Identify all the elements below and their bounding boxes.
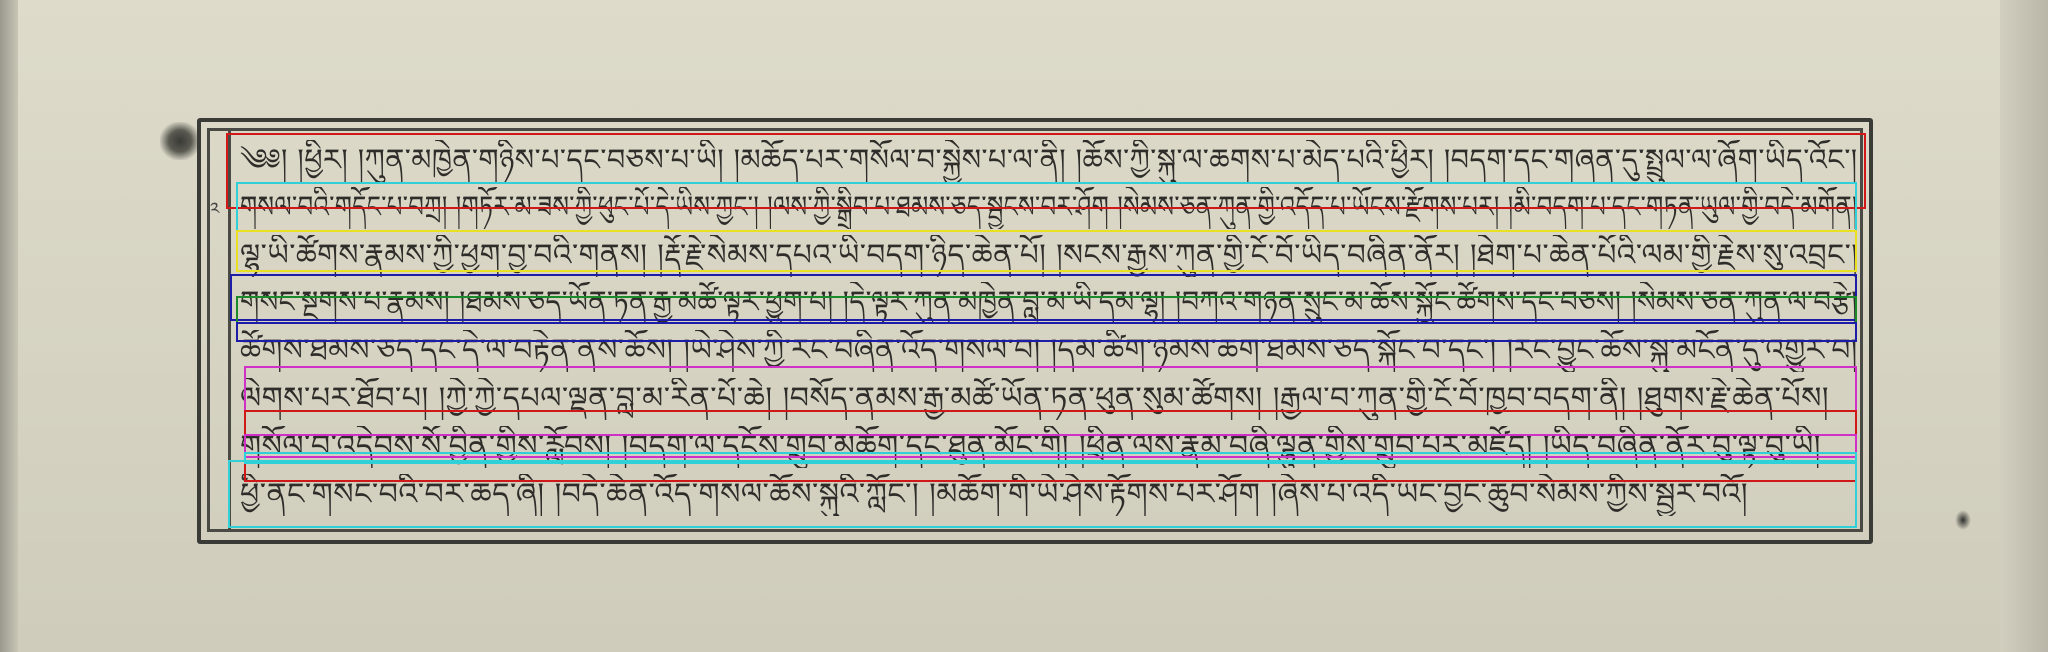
annotation-box-cyan-3 xyxy=(228,460,1857,528)
text-line-1-content: ༄༅། །ཕྱིར། །ཀུན་མཁྱེན་གཉིས་པ་དང་བཅས་པ་ཡི། །མཆོད་པར་གསོལ་བ་སྐྱེས་པ་ལ་ནི། །ཆོས་ཀྱི་སྐུ་ལ་ཆགས་པ་མེད་པའི་ཕྱིར། །བདག་དང་གཞན་དུ་སྤྲུལ་ལ་ཞོག་ཡིད་འོང་། xyxy=(240,143,1858,178)
folio-right-edge xyxy=(2000,0,2048,652)
text-line-6-content: ལེགས་པར་ཐོབ་པ། །ཀྱེ་ཀྱེ་དཔལ་ལྡན་བླ་མ་རིན་པོ་ཆེ། །བསོད་ནམས་རྒྱ་མཚོ་ཡོན་ཏན་ཕུན་སུམ་ཚོགས། །རྒྱལ་བ་ཀུན་གྱི་ངོ་བོ་ཁྱབ་བདག་ནི། །ཐུགས་རྗེ་ཆེན་པོས། xyxy=(240,381,1830,416)
annotation-box-yellow xyxy=(236,230,1857,272)
annotation-box-green xyxy=(236,296,1857,324)
text-line-2-content: གསལ་བའི་གདོང་པ་བཀྲ། །གཏོར་མ་ཟས་ཀྱི་ཕུང་པོ་དེ་ཡིས་ཀྱང་། །ལས་ཀྱི་སྒྲིབ་པ་ཐམས་ཅད་སྦྱངས་བར་ཤོག །སེམས་ཅན་ཀུན་གྱི་འདོད་པ་ཡོངས་རྫོགས་པར། །མི་བདག་པ་དང་གཏན་ཡུལ་གྱི་བདེ་མགོན། xyxy=(240,190,1858,225)
annotation-box-blue-2 xyxy=(236,322,1857,342)
folio-left-edge xyxy=(0,0,18,652)
annotation-box-magenta-1 xyxy=(244,366,1857,412)
margin-page-number: ༢ xyxy=(210,199,220,220)
ink-spot xyxy=(1955,510,1971,530)
ink-smudge xyxy=(160,122,200,160)
annotation-box-cyan-1 xyxy=(236,182,1857,232)
text-line-7-content: གསོལ་བ་འདེབས་སོ་བྱིན་གྱིས་རློབས། །བདག་ལ་དངོས་གྲུབ་མཆོག་དང་ཐུན་མོང་གི། །ཕྲིན་ལས་རྣམ་བཞི་ལྷུན་གྱིས་གྲུབ་པར་མཛོད། །ཡིད་བཞིན་ནོར་བུ་ལྟ་བུ་ཡི། xyxy=(240,429,1821,464)
text-line-3-content: ལྷ་ཡི་ཚོགས་རྣམས་ཀྱི་ཕྱག་བྱ་བའི་གནས། །རྡོ་རྗེ་སེམས་དཔའ་ཡི་བདག་ཉིད་ཆེན་པོ། །སངས་རྒྱས་ཀུན་གྱི་ངོ་བོ་ཡིད་བཞིན་ནོར། །ཐེག་པ་ཆེན་པོའི་ལམ་གྱི་རྗེས་སུ་འབྲང་། xyxy=(240,238,1858,273)
text-line-4-content: གསང་སྔགས་པ་རྣམས། །ཐམས་ཅད་ཡོན་ཏན་རྒྱ་མཚོ་ལྟར་ཕྱུག་པ། །དེ་ལྟར་ཀུན་མཁྱེན་བླ་མ་ཡི་དམ་ལྷ། །བཀའ་གཉན་སྲུང་མ་ཆོས་སྐྱོང་ཚོགས་དང་བཅས། །སེམས་ཅན་ཀུན་ལ་བརྩེ། xyxy=(240,285,1858,320)
text-line-5-content: ཚོགས་ཐམས་ཅད་དང་དེ་ལ་བརྟེན་ནས་ཆོས། །ཡེ་ཤེས་ཀྱི་རང་བཞིན་འོད་གསལ་བ། །དམ་ཚིག་ཉམས་ཆག་ཐམས་ཅད་སྐོང་བ་དང་། །རང་བྱུང་ཆོས་སྐུ་མངོན་དུ་འགྱུར་བ། xyxy=(240,333,1858,368)
text-line-8-content: ཕྱི་ནང་གསང་བའི་བར་ཆད་ཞི། །བདེ་ཆེན་འོད་གསལ་ཆོས་སྐུའི་ཀློང་། །མཆོག་གི་ཡེ་ཤེས་རྟོགས་པར་ཤོག །ཞེས་པ་འདི་ཡང་བྱང་ཆུབ་སེམས་ཀྱིས་སྦྱར་བའོ། xyxy=(240,477,1749,512)
